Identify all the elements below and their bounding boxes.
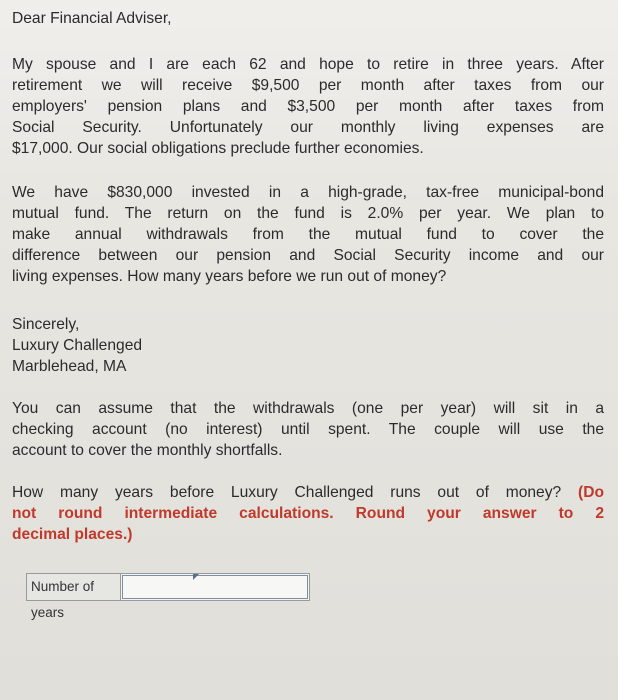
signoff-line: Marblehead, MA (12, 358, 127, 375)
paragraph-line: We have $830,000 invested in a high-grade, tax-free municipal-bond (12, 184, 604, 201)
instruction-line: decimal places.) (12, 526, 133, 543)
answer-row (26, 573, 310, 620)
assumption-line: You can assume that the withdrawals (one per year) will sit in a (12, 400, 604, 417)
number-of-years-input[interactable] (122, 575, 308, 599)
assumption-line: checking account (no interest) until spent. The couple will use the (12, 421, 604, 438)
paragraph-line: difference between our pension and Social Security income and our (12, 247, 604, 264)
paragraph-line: make annual withdrawals from the mutual fund to cover the (12, 226, 604, 243)
question-prompt (12, 482, 604, 545)
paragraph-line: Social Security. Unfortunately our monthly living expenses are (12, 119, 604, 136)
paragraph-line: My spouse and I are each 62 and hope to retire in three years. After (12, 56, 604, 73)
letter-paragraph-1 (12, 54, 604, 159)
paragraph-line: employers' pension plans and $3,500 per month after taxes from (12, 98, 604, 115)
question-line (12, 482, 604, 503)
answer-label: Number of years (27, 574, 121, 600)
input-corner-marker-icon (193, 574, 199, 580)
letter-greeting (12, 8, 604, 29)
letter-paragraph-2 (12, 182, 604, 287)
greeting-text: Dear Financial Adviser, (12, 10, 172, 27)
paragraph-line: $17,000. Our social obligations preclude further economies. (12, 140, 424, 157)
instruction-text: (Do (561, 484, 604, 501)
signoff-line: Sincerely, (12, 316, 80, 333)
question-text: How many years before Luxury Challenged runs out of money? (12, 484, 562, 501)
signoff-line: Luxury Challenged (12, 337, 143, 354)
paragraph-line: mutual fund. The return on the fund is 2.0% per year. We plan to (12, 205, 604, 222)
instruction-line: not round intermediate calculations. Round your answer to 2 (12, 505, 604, 522)
paragraph-line: retirement we will receive $9,500 per month after taxes from our (12, 77, 604, 94)
assumption-paragraph (12, 398, 604, 461)
assumption-line: account to cover the monthly shortfalls. (12, 442, 283, 459)
paragraph-line: living expenses. How many years before we run out of money? (12, 268, 447, 285)
letter-signoff (12, 314, 604, 377)
